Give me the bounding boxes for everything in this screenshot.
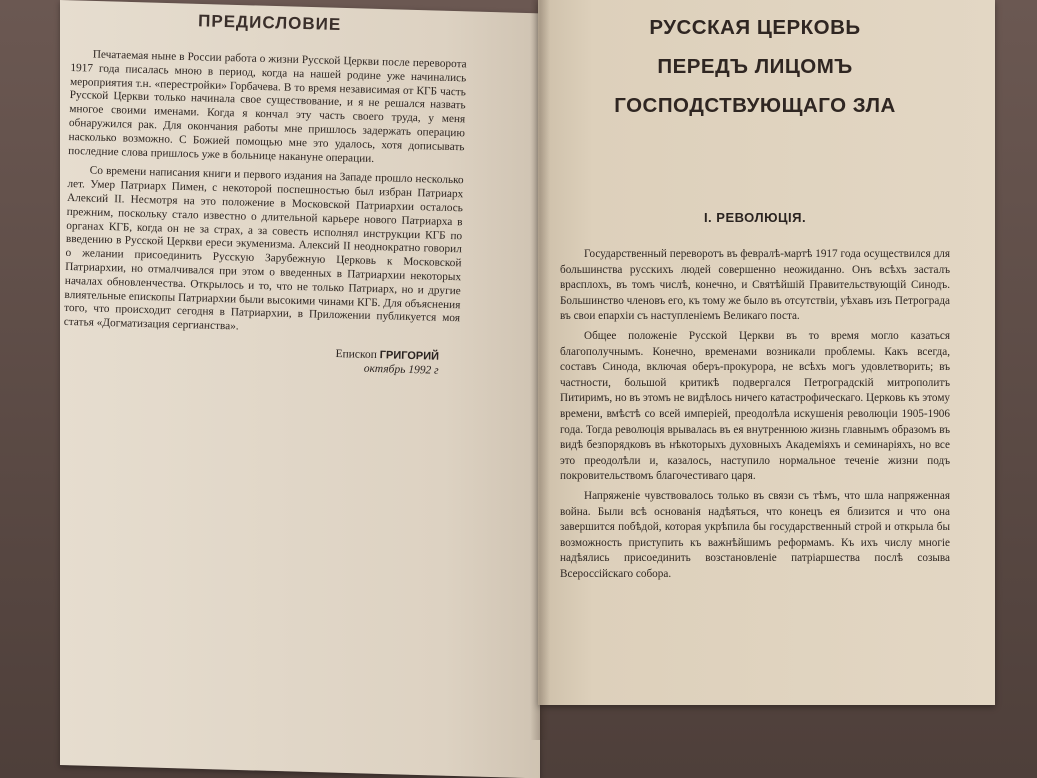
section-title: I. РЕВОЛЮЦIЯ.: [703, 210, 807, 225]
preface-title: ПРЕДИСЛОВИЕ: [197, 11, 342, 35]
preface-paragraph-2: Со времени написания книги и первого издания на Западе прошло несколько лет. Умер Патриарх Пимен, с некоторой поспешностью был избран Патриарх Алексий II. Несмотря на это положение в Московской Патриархии осталось прежним, поскольку стало известно о длительной карьере нового Патриарха в органах КГБ, когда он не за страх, а за совесть исполнял инструкции КГБ по введению в Русской Церкви ереси экуменизма. Алексий II неоднократно говорил о желании присоединить Русскую Зарубежную Церковь к Московской Патриархии, но отмалчивался при этом о введенных в Патриархии некоторых началах обновленчества. Открылось и то, что не только Патриарх, но и другие влиятельные епископы Патриархии были высокими чинами КГБ. Для объяснения того, что происходит сегодня в Патриархии, в Приложении публикуется моя статья «Догматизация сергианства».: [63, 164, 464, 333]
signature-rank: Епископ: [335, 347, 378, 362]
chapter-paragraph-2: Общее положенiе Русской Церкви въ то время могло казаться благополучнымъ. Конечно, временами возникали проблемы. Какъ всегда, составъ Синода, включая оберъ-прокурора, не всѣхъ могъ удовлетворить; въ частности, большой критикѣ подвергался Петроградскiй митрополитъ Питиримъ, но въ этомъ не видѣлось ничего катастрофическаго. Церковь къ этому времени, вмѣстѣ со всей имперiей, преодолѣла искушенiя революцiи 1905-1906 года. Тогда революцiя врывалась въ ея внутреннюю жизнь главнымъ образомъ въ видѣ безпорядковъ въ нѣкоторыхъ духовныхъ Академiяхъ и семинарiяхъ, но все это преодолѣли и, казалось, наступило нормальное теченiе жизни подъ покровительствомъ благочестиваго царя.: [560, 329, 950, 483]
preface-paragraph-1: Печатаемая ныне в России работа о жизни Русской Церкви после переворота 1917 года писалась мною в период, когда на нашей родине уже начинались мероприятия т.н. «перестройки» Горбачева. В то время независимая от КГБ часть Русской Церкви только начинала свое существование, и я не решался назвать многое своими именами. Когда я кончал эту часть своего труда, у меня обнаружился рак. Для окончания работы мне пришлось задержать операцию насколько возможно. С Божией помощью мне это удалось, хотя дописывать последние слова пришлось уже в больнице накануне операции.: [68, 48, 467, 165]
left-page-content: [63, 8, 468, 378]
right-page-content: [560, 8, 950, 586]
book-title-line-1: РУССКАЯ ЦЕРКОВЬ: [649, 16, 861, 39]
signature-name: ГРИГОРИЙ: [379, 349, 440, 363]
book-title-line-3: ГОСПОДСТВУЮЩАГО ЗЛА: [614, 94, 896, 117]
book-gutter: [530, 0, 550, 740]
chapter-paragraph-1: Государственный переворотъ въ февралѣ-мартѣ 1917 года осуществился для большинства русскихъ людей совершенно неожиданно. Онъ всѣхъ засталъ врасплохъ, въ томъ числѣ, конечно, и Святѣйшiй Правительствующiй Синодъ. Большинство членовъ его, къ тому же было въ отсутствiи, уѣхавъ изъ Петрограда въ свои епархiи съ наступленiемъ Великаго поста.: [560, 248, 950, 323]
chapter-paragraph-3: Напряженiе чувствовалось только въ связи съ тѣмъ, что шла напряженная война. Были всѣ основанiя надѣяться, что конецъ ея близится и что она завершится побѣдой, которая укрѣпила бы государственный строй и открыла бы возможность приступить къ важнѣйшимъ реформамъ. Къ ихъ числу многiе надѣялись присоединить возстановленiе патрiаршества послѣ созыва Всероссiйскаго собора.: [560, 489, 950, 580]
book-title-line-2: ПЕРЕДЪ ЛИЦОМЪ: [657, 55, 853, 78]
signature-date: октябрь 1992 г: [363, 362, 439, 377]
